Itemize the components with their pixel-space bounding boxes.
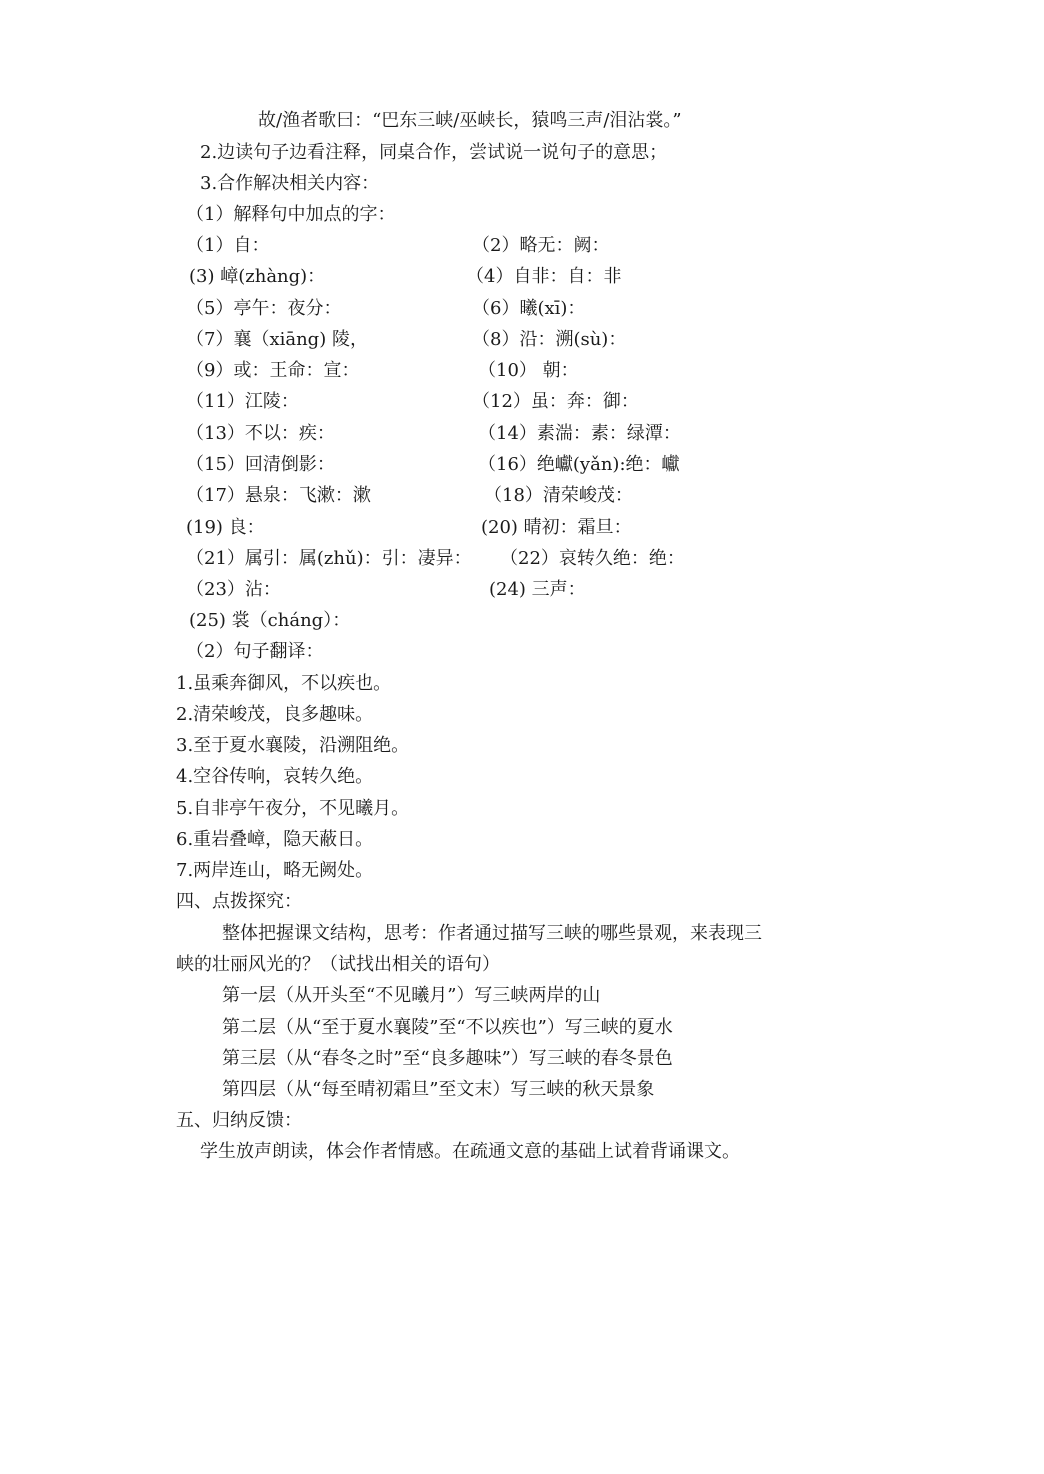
structure-layer: 第四层（从“每至晴初霜旦”至文末）写三峡的秋天景象 [222,1079,655,1100]
vocab-item: （1）自： [186,235,270,256]
vocab-item: （8）沿：溯(sù)： [472,329,627,350]
part2-heading: （2）句子翻译： [186,641,324,662]
vocab-item: (20) 晴初：霜旦： [481,517,632,538]
vocab-item: (3) 嶂(zhàng)： [189,266,326,287]
step-3: 3.合作解决相关内容： [200,173,380,194]
structure-layer: 第二层（从“至于夏水襄陵”至“不以疾也”）写三峡的夏水 [222,1017,673,1038]
vocab-item: （5）亭午：夜分： [186,298,342,319]
vocab-item: （4）自非：自：非 [466,266,622,287]
part1-heading: （1）解释句中加点的字： [186,204,396,225]
section-5-text: 学生放声朗读，体会作者情感。在疏通文意的基础上试着背诵课文。 [200,1141,740,1162]
vocab-item: （23）沾： [186,579,281,600]
vocab-item: （14）素湍：素：绿潭： [478,423,681,444]
vocab-item: （21）属引：属(zhǔ)：引：凄异： [186,548,472,569]
vocab-item: （13）不以：疾： [186,423,335,444]
vocab-item: （22）哀转久绝：绝： [500,548,685,569]
step-2: 2.边读句子边看注释，同桌合作，尝试说一说句子的意思； [200,142,668,163]
structure-layer: 第三层（从“春冬之时”至“良多趣味”）写三峡的春冬景色 [222,1048,673,1069]
translation-sentence: 6.重岩叠嶂，隐天蔽日。 [176,829,374,850]
structure-layer: 第一层（从开头至“不见曦月”）写三峡两岸的山 [222,985,601,1006]
vocab-item: （16）绝巘(yǎn):绝：巘 [478,454,680,475]
vocab-item: （6）曦(xī)： [472,298,586,319]
vocab-item: (19) 良： [186,517,265,538]
vocab-item: （10） 朝： [478,360,579,381]
quote-line: 故/渔者歌曰：“巴东三峡/巫峡长，猿鸣三声/泪沾裳。” [258,110,682,131]
vocab-item: （11）江陵： [186,391,299,412]
translation-sentence: 1.虽乘奔御风，不以疾也。 [176,673,392,694]
vocab-item: （18）清荣峻茂： [484,485,633,506]
vocab-item: (25) 裳（cháng）： [189,610,351,631]
vocab-item: (24) 三声： [489,579,586,600]
section-5-heading: 五、归纳反馈： [176,1110,302,1131]
section-4-question: 整体把握课文结构，思考：作者通过描写三峡的哪些景观，来表现三 [222,923,762,944]
translation-sentence: 7.两岸连山，略无阙处。 [176,860,374,881]
vocab-item: （15）回清倒影： [186,454,335,475]
translation-sentence: 2.清荣峻茂，良多趣味。 [176,704,374,725]
translation-sentence: 5.自非亭午夜分，不见曦月。 [176,798,410,819]
translation-sentence: 4.空谷传响，哀转久绝。 [176,766,374,787]
section-4-heading: 四、点拨探究： [176,891,302,912]
vocab-item: （7）襄（xiāng) 陵， [186,329,368,350]
translation-sentence: 3.至于夏水襄陵，沿溯阻绝。 [176,735,410,756]
vocab-item: （12）虽：奔：御： [472,391,639,412]
vocab-item: （2）略无：阙： [472,235,610,256]
vocab-item: （9）或：王命：宣： [186,360,360,381]
vocab-item: （17）悬泉：飞漱：漱 [186,485,371,506]
section-4-question-cont: 峡的壮丽风光的？（试找出相关的语句） [176,954,500,975]
